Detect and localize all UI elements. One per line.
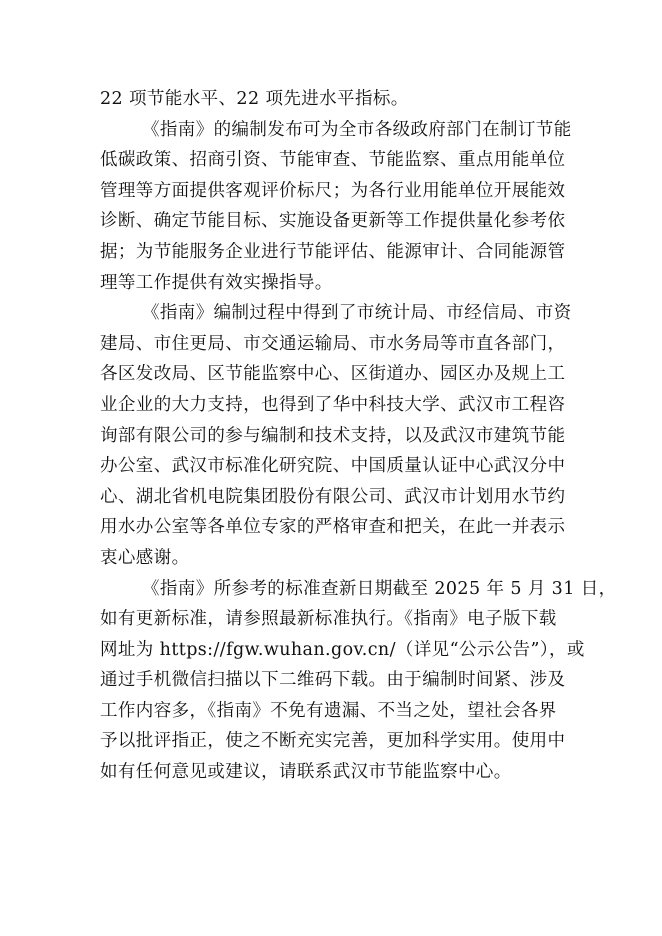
text-line: 网址为 https://fgw.wuhan.gov.cn/（详见“公示公告”），或 [100,639,585,660]
text-line: 询部有限公司的参与编制和技术支持，以及武汉市建筑节能 [100,425,566,446]
paragraph-2 [100,115,572,299]
text-line: 《指南》的编制发布可为全市各级政府部门在制订节能 [142,119,572,140]
text-line: 衷心感谢。 [100,547,190,568]
text-line: 22 项节能水平、22 项先进水平指标。 [100,89,409,109]
text-line: 工作内容多，《指南》不免有遗漏、不当之处，望社会各界 [100,700,557,721]
text-line: 各区发改局、区节能监察中心、区街道办、园区办及规上工 [100,364,566,385]
text-line: 建局、市住更局、市交通运输局、市水务局等市直各部门， [100,333,566,354]
paragraph-3 [100,298,572,573]
text-line: 予以批评指正，使之不断充实完善，更加科学实用。使用中 [100,731,566,752]
text-line: 《指南》所参考的标准查新日期截至 2025 年 5 月 31 日， [142,578,617,599]
text-line: 心、湖北省机电院集团股份有限公司、武汉市计划用水节约 [100,486,566,507]
text-line: 如有更新标准，请参照最新标准执行。《指南》电子版下载 [100,609,557,630]
paragraph-4 [100,574,617,788]
document-body [100,84,617,788]
text-line: 业企业的大力支持，也得到了华中科技大学、武汉市工程咨 [100,394,566,415]
paragraph-1 [100,84,562,115]
text-line: 理等工作提供有效实操指导。 [100,272,333,293]
text-line: 诊断、确定节能目标、实施设备更新等工作提供量化参考依 [100,211,566,232]
text-line: 低碳政策、招商引资、节能审查、节能监察、重点用能单位 [100,150,566,171]
text-line: 通过手机微信扫描以下二维码下载。由于编制时间紧、涉及 [100,670,566,691]
text-line: 据；为节能服务企业进行节能评估、能源审计、合同能源管 [100,241,566,262]
text-line: 如有任何意见或建议，请联系武汉市节能监察中心。 [100,762,512,783]
text-line: 管理等方面提供客观评价标尺；为各行业用能单位开展能效 [100,180,566,201]
text-line: 办公室、武汉市标准化研究院、中国质量认证中心武汉分中 [100,456,566,477]
text-line: 《指南》编制过程中得到了市统计局、市经信局、市资 [142,303,572,324]
text-line: 用水办公室等各单位专家的严格审查和把关，在此一并表示 [100,517,566,538]
